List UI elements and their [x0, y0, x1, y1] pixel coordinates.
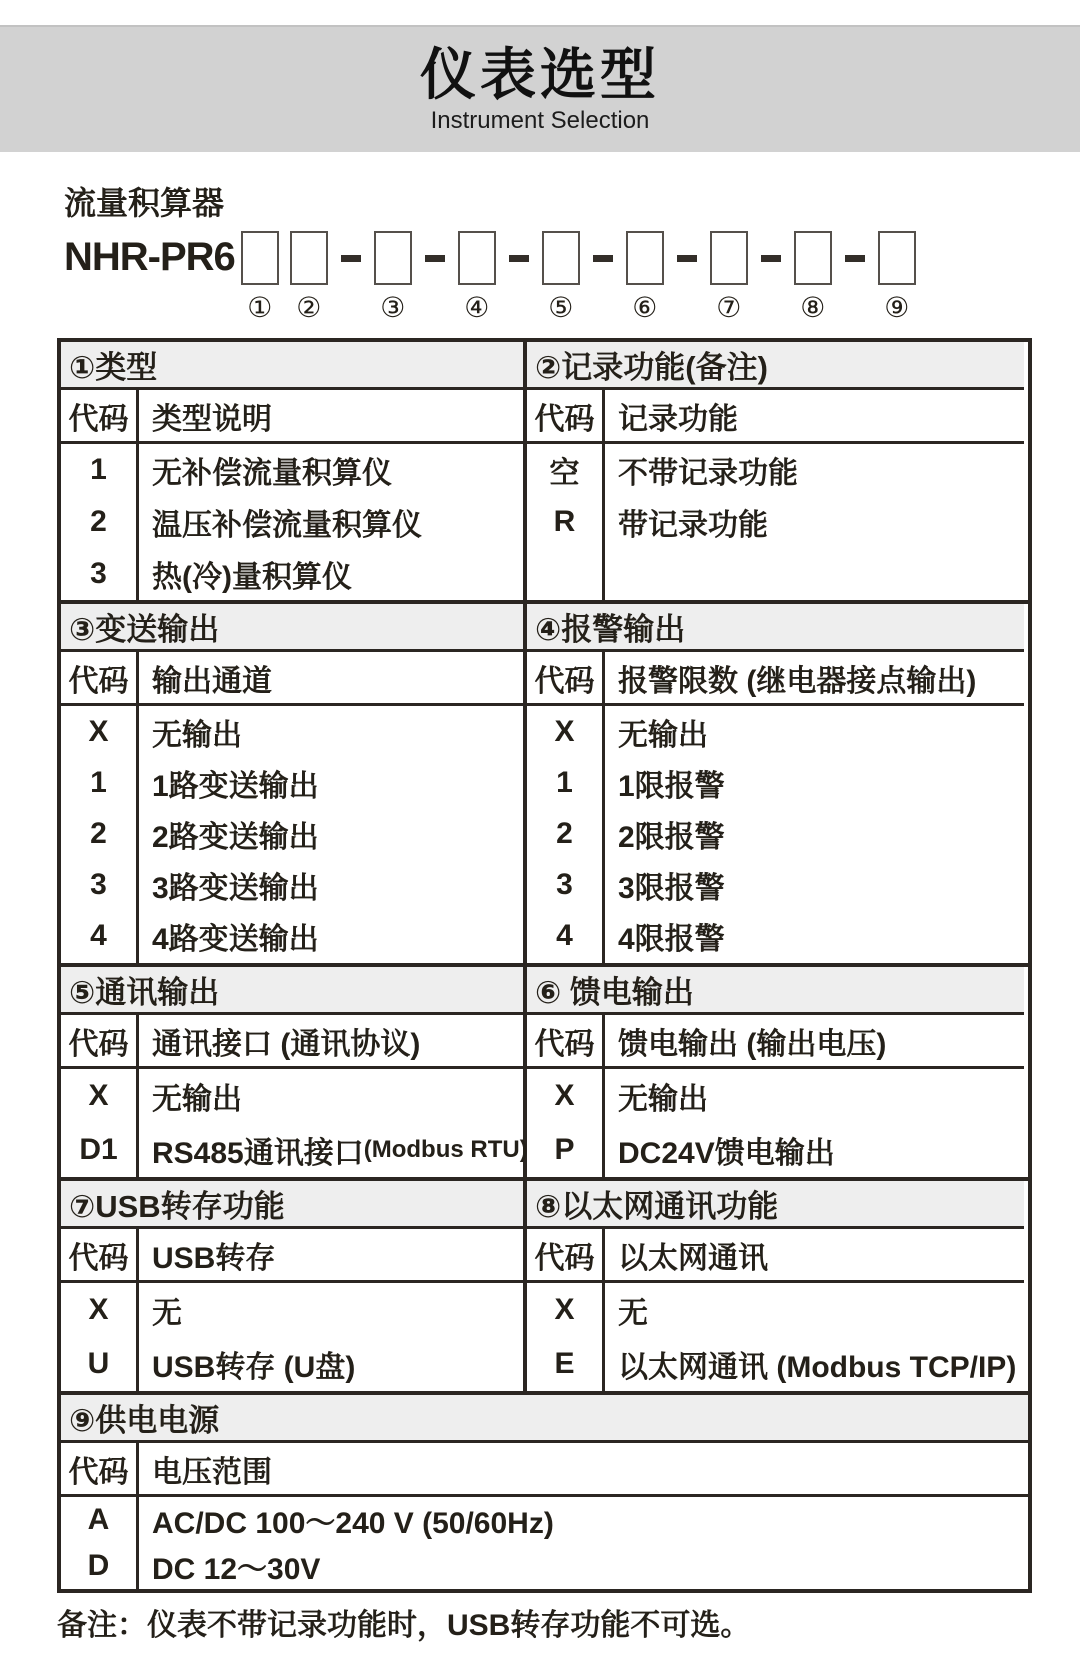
model-code-box-2: [290, 231, 328, 285]
desc-value: 以太网通讯 (Modbus TCP/IP): [618, 1351, 1017, 1384]
dash-icon: [761, 255, 781, 262]
section-9-rows: [61, 1497, 1028, 1589]
desc-value: 无输出: [152, 1083, 242, 1116]
code-value: X: [88, 1079, 109, 1112]
code-col-header: 代码: [527, 652, 605, 703]
desc-value: DC 12～30V: [152, 1553, 321, 1586]
model-position-label: ⑧: [800, 292, 826, 323]
section-8-column-headers: [527, 1229, 1024, 1283]
desc-value: 带记录功能: [618, 509, 768, 542]
desc-value: 4路变送输出: [152, 922, 319, 956]
section-7-usb-transfer: [61, 1181, 527, 1391]
code-value: X: [88, 714, 109, 748]
section-8-rows: [527, 1283, 1024, 1391]
section-2-column-headers: [527, 390, 1024, 444]
dash-separator: [664, 229, 710, 287]
table-block-1: [61, 342, 1028, 600]
title-banner: [0, 25, 1080, 152]
model-code-row: [64, 229, 1080, 324]
dash-icon: [425, 255, 445, 262]
table-block-3: [61, 963, 1028, 1177]
model-position-label: ⑦: [716, 292, 742, 323]
dash-separator: [748, 229, 794, 287]
dash-icon: [341, 255, 361, 262]
model-code-slot-3: [374, 229, 412, 324]
code-value: D: [87, 1549, 110, 1582]
code-value: 3: [90, 867, 107, 901]
desc-value: AC/DC 100～240 V (50/60Hz): [152, 1507, 554, 1540]
code-value: X: [554, 1079, 575, 1112]
table-block-5: [61, 1391, 1028, 1589]
section-6-rows: [527, 1069, 1024, 1177]
desc-value: 4限报警: [618, 922, 725, 956]
code-col-header: 代码: [527, 390, 605, 441]
model-code-slot-9: [878, 229, 916, 324]
code-value: 1: [90, 765, 107, 799]
model-code-box-5: [542, 231, 580, 285]
code-value: A: [87, 1503, 110, 1536]
model-code-slot-7: [710, 229, 748, 324]
desc-value: 无: [618, 1297, 648, 1330]
model-code-box-9: [878, 231, 916, 285]
section-3-transmit-output: [61, 604, 527, 963]
code-col-header: 代码: [61, 1229, 139, 1280]
model-position-label: ①: [247, 292, 273, 323]
section-1-header: ①类型: [61, 342, 523, 390]
code-value: X: [554, 1293, 575, 1326]
section-5-column-headers: [61, 1015, 523, 1069]
model-position-label: ⑥: [632, 292, 658, 323]
desc-col-header: 电压范围: [152, 1455, 272, 1489]
ordering-table: [57, 338, 1032, 1593]
section-4-rows: [527, 706, 1024, 963]
section-9-header: ⑨供电电源: [61, 1395, 1028, 1443]
section-5-header: ⑤通讯输出: [61, 967, 523, 1015]
model-code-box-3: [374, 231, 412, 285]
model-code-slot-1: [241, 229, 279, 324]
table-block-4: [61, 1177, 1028, 1391]
desc-col-header: 通讯接口 (通讯协议): [152, 1027, 421, 1061]
code-col-header: 代码: [61, 652, 139, 703]
dash-icon: [845, 255, 865, 262]
model-position-label: ⑨: [884, 292, 910, 323]
desc-value: 1限报警: [618, 769, 725, 803]
code-value: 1: [90, 453, 107, 486]
model-position-label: ③: [380, 292, 406, 323]
model-position-label: ②: [296, 292, 322, 323]
section-9-power-supply: [61, 1395, 1028, 1589]
desc-value: 3路变送输出: [152, 871, 319, 905]
dash-icon: [677, 255, 697, 262]
section-7-rows: [61, 1283, 523, 1391]
model-code-slot-5: [542, 229, 580, 324]
model-prefix: NHR-PR6: [64, 235, 235, 279]
code-value: R: [553, 505, 576, 538]
desc-value: 不带记录功能: [618, 457, 798, 490]
desc-col-header: 类型说明: [152, 402, 272, 436]
model-code-slot-4: [458, 229, 496, 324]
footer-note: 备注：仪表不带记录功能时，USB转存功能不可选。: [57, 1609, 751, 1642]
model-code-slot-2: [290, 229, 328, 324]
model-code-slot-6: [626, 229, 664, 324]
code-col-header: 代码: [527, 1015, 605, 1066]
desc-value: 2路变送输出: [152, 820, 319, 854]
section-3-column-headers: [61, 652, 523, 706]
code-value: 空: [549, 457, 580, 490]
code-col-header: 代码: [61, 1015, 139, 1066]
section-6-feed-output: [527, 967, 1024, 1177]
code-col-header: 代码: [61, 390, 139, 441]
section-2-record: [527, 342, 1024, 600]
section-4-header: ④报警输出: [527, 604, 1024, 652]
section-3-rows: [61, 706, 523, 963]
desc-value: 1路变送输出: [152, 769, 319, 803]
section-7-column-headers: [61, 1229, 523, 1283]
desc-col-header: 馈电输出 (输出电压): [618, 1027, 887, 1061]
code-value: E: [554, 1347, 575, 1380]
model-code-box-1: [241, 231, 279, 285]
page-subtitle: Instrument Selection: [430, 106, 650, 134]
desc-value: 无输出: [618, 718, 708, 752]
desc-value: USB转存 (U盘): [152, 1351, 356, 1384]
dash-separator: [832, 229, 878, 287]
model-position-label: ⑤: [548, 292, 574, 323]
desc-value: RS485通讯接口 (Modbus RTU): [152, 1136, 528, 1170]
model-code-gap: [279, 229, 290, 285]
section-4-alarm-output: [527, 604, 1024, 963]
section-2-rows: [527, 444, 1024, 600]
section-5-communication-output: [61, 967, 527, 1177]
dash-icon: [509, 255, 529, 262]
section-1-column-headers: [61, 390, 523, 444]
dash-separator: [580, 229, 626, 287]
desc-col-header: 记录功能: [618, 402, 738, 436]
section-3-header: ③变送输出: [61, 604, 523, 652]
code-value: 2: [90, 816, 107, 850]
code-value: X: [88, 1293, 109, 1326]
desc-value: DC24V馈电输出: [618, 1137, 835, 1170]
code-value: 4: [556, 918, 573, 952]
desc-col-header: 输出通道: [152, 664, 272, 698]
dash-separator: [496, 229, 542, 287]
section-6-header: ⑥ 馈电输出: [527, 967, 1024, 1015]
product-name: 流量积算器: [64, 185, 225, 221]
dash-separator: [412, 229, 458, 287]
code-value: 1: [556, 765, 573, 799]
section-1-type: [61, 342, 527, 600]
section-8-header: ⑧以太网通讯功能: [527, 1181, 1024, 1229]
code-col-header: 代码: [61, 1443, 139, 1494]
section-2-header: ②记录功能(备注): [527, 342, 1024, 390]
desc-value: 2限报警: [618, 820, 725, 854]
desc-value: 无输出: [152, 718, 242, 752]
desc-value: 温压补偿流量积算仪: [152, 509, 422, 542]
section-6-column-headers: [527, 1015, 1024, 1069]
desc-value: 无输出: [618, 1083, 708, 1116]
section-1-rows: [61, 444, 523, 600]
desc-value: 热(冷)量积算仪: [152, 561, 352, 594]
section-8-ethernet: [527, 1181, 1024, 1391]
page-title: 仪表选型: [420, 42, 660, 106]
code-value: X: [554, 714, 575, 748]
section-7-header: ⑦USB转存功能: [61, 1181, 523, 1229]
dash-icon: [593, 255, 613, 262]
model-code-box-4: [458, 231, 496, 285]
desc-col-header: 以太网通讯: [618, 1241, 768, 1275]
code-value: P: [554, 1133, 575, 1166]
model-position-label: ④: [464, 292, 490, 323]
desc-col-header: USB转存: [152, 1241, 276, 1275]
dash-separator: [328, 229, 374, 287]
section-9-column-headers: [61, 1443, 1028, 1497]
code-value: 2: [90, 505, 107, 538]
desc-value: 无: [152, 1297, 182, 1330]
model-code-box-8: [794, 231, 832, 285]
desc-col-header: 报警限数 (继电器接点输出): [618, 664, 977, 698]
code-value: 3: [90, 557, 107, 590]
code-value: 2: [556, 816, 573, 850]
section-5-rows: [61, 1069, 528, 1177]
table-block-2: [61, 600, 1028, 963]
code-value: 3: [556, 867, 573, 901]
code-value: U: [87, 1347, 110, 1380]
desc-value-protocol: (Modbus RTU): [363, 1136, 528, 1163]
code-value: D1: [79, 1133, 118, 1166]
code-col-header: 代码: [527, 1229, 605, 1280]
code-value: 4: [90, 918, 107, 952]
desc-value: 3限报警: [618, 871, 725, 905]
desc-value: 无补偿流量积算仪: [152, 457, 392, 490]
model-code-box-7: [710, 231, 748, 285]
model-code-box-6: [626, 231, 664, 285]
model-code-slot-8: [794, 229, 832, 324]
section-4-column-headers: [527, 652, 1024, 706]
